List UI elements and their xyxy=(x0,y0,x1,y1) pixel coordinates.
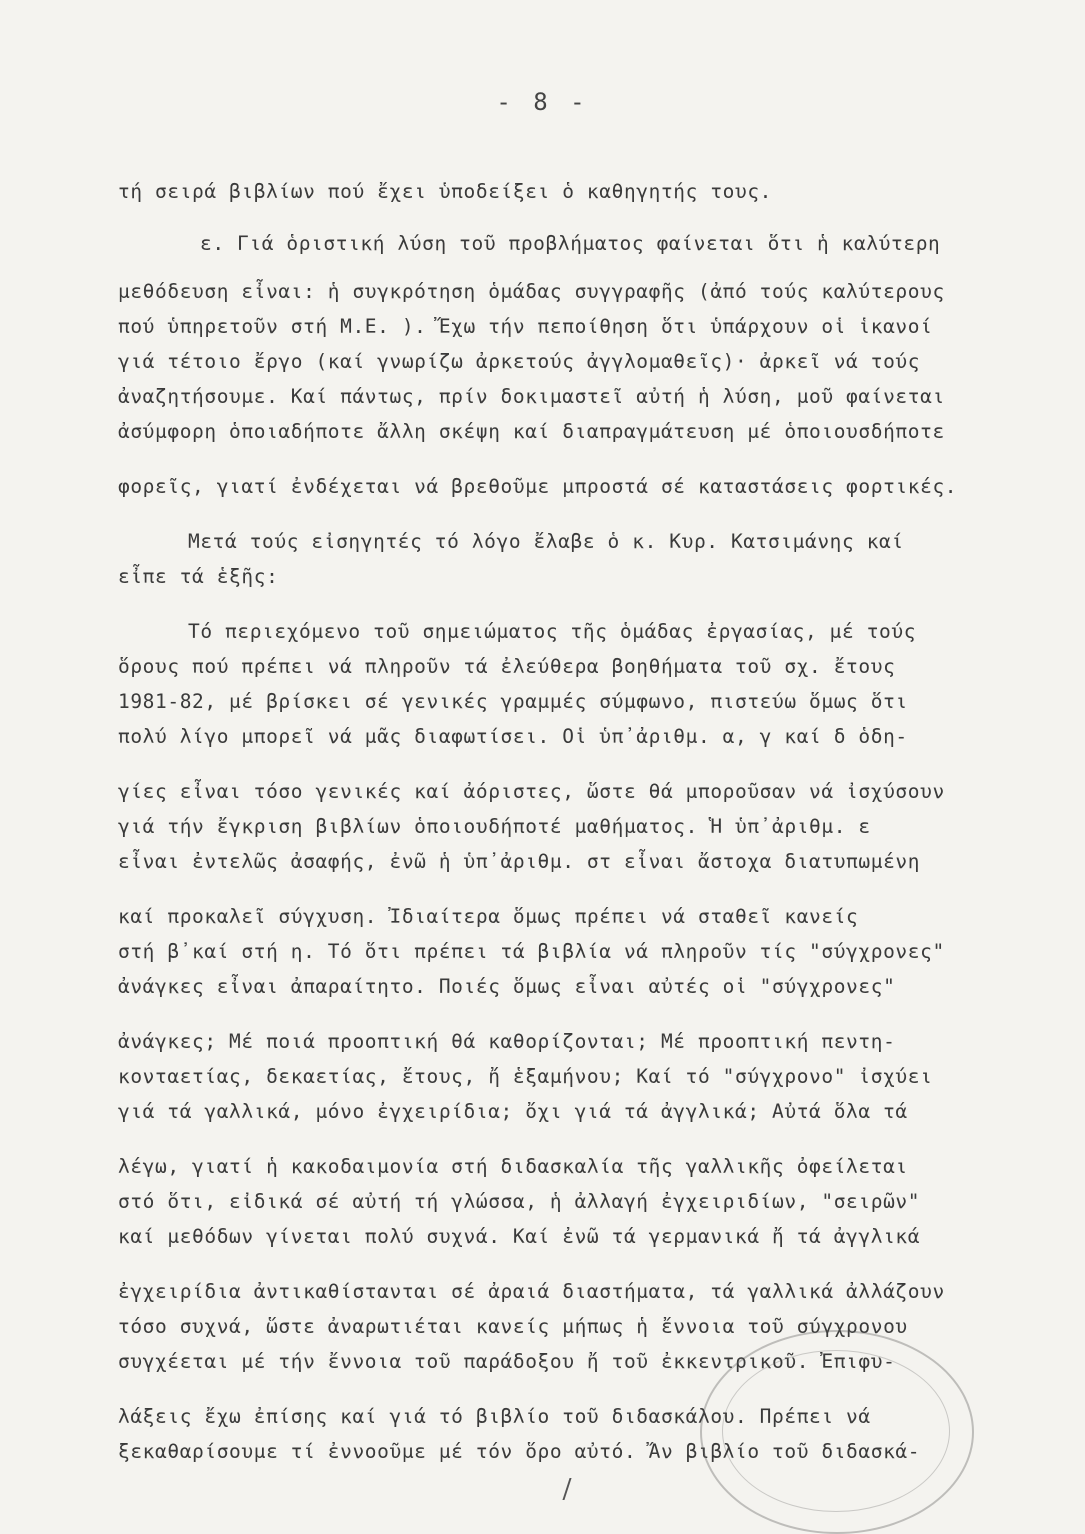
library-stamp xyxy=(700,1330,974,1534)
text-line: φορεῖς, γιατί ἐνδέχεται νά βρεθοῦμε μπροστά σέ καταστάσεις φορτικές. xyxy=(118,475,958,498)
page-number: - 8 - xyxy=(496,88,589,116)
text-line: Τό περιεχόμενο τοῦ σημειώματος τῆς ὁμάδας ἐργασίας, μέ τούς xyxy=(188,620,917,643)
text-line: ε. Γιά ὁριστική λύση τοῦ προβλήματος φαίνεται ὅτι ἡ καλύτερη xyxy=(200,232,941,255)
text-line: ὅρους πού πρέπει νά πληροῦν τά ἐλεύθερα βοηθήματα τοῦ σχ. ἔτους xyxy=(118,655,896,678)
text-line: καί μεθόδων γίνεται πολύ συχνά. Καί ἐνῶ τά γερμανικά ἤ τά ἀγγλικά xyxy=(118,1225,921,1248)
text-line: ἀναζητήσουμε. Καί πάντως, πρίν δοκιμαστεῖ αὐτή ἡ λύση, μοῦ φαίνεται xyxy=(118,385,945,408)
text-line: τόσο συχνά, ὥστε ἀναρωτιέται κανείς μήπως ἡ ἔννοια τοῦ σύγχρονου xyxy=(118,1315,908,1338)
text-line: συγχέεται μέ τήν ἔννοια τοῦ παράδοξου ἤ τοῦ ἐκκεντρικοῦ. Ἐπιφυ- xyxy=(118,1350,896,1373)
text-line: ἐγχειρίδια ἀντικαθίστανται σέ ἀραιά διαστήματα, τά γαλλικά ἀλλάζουν xyxy=(118,1280,945,1303)
text-line: μεθόδευση εἶναι: ἡ συγκρότηση ὁμάδας συγγραφῆς (ἀπό τούς καλύτερους xyxy=(118,280,945,303)
stamp-inner-ring xyxy=(722,1350,950,1512)
text-line: στή β᾽καί στή η. Τό ὅτι πρέπει τά βιβλία νά πληροῦν τίς "σύγχρονες" xyxy=(118,940,945,963)
text-line: γιά τήν ἔγκριση βιβλίων ὁποιουδήποτέ μαθήματος. Ἡ ὑπ᾽ἀριθμ. ε xyxy=(118,815,871,838)
text-line: κονταετίας, δεκαετίας, ἔτους, ἤ ἑξαμήνου; Καί τό "σύγχρονο" ἰσχύει xyxy=(118,1065,933,1088)
text-line: Μετά τούς εἰσηγητές τό λόγο ἔλαβε ὁ κ. Κυρ. Κατσιμάνης καί xyxy=(188,530,904,553)
text-line: πολύ λίγο μπορεῖ νά μᾶς διαφωτίσει. Οἱ ὑπ᾽ἀριθμ. α, γ καί δ ὁδη- xyxy=(118,725,908,748)
text-line: ἀνάγκες; Μέ ποιά προοπτική θά καθορίζονται; Μέ προοπτική πεντη- xyxy=(118,1030,896,1053)
text-line: γιά τά γαλλικά, μόνο ἐγχειρίδια; ὄχι γιά τά ἀγγλικά; Αὐτά ὅλα τά xyxy=(118,1100,908,1123)
text-line: ἀσύμφορη ὁποιαδήποτε ἄλλη σκέψη καί διαπραγμάτευση μέ ὁποιουσδήποτε xyxy=(118,420,945,443)
text-line: τή σειρά βιβλίων πού ἔχει ὑποδείξει ὁ καθηγητής τους. xyxy=(118,180,773,203)
text-line: εἶπε τά ἑξῆς: xyxy=(118,565,279,588)
text-line: λάξεις ἔχω ἐπίσης καί γιά τό βιβλίο τοῦ διδασκάλου. Πρέπει νά xyxy=(118,1405,871,1428)
text-line: καί προκαλεῖ σύγχυση. Ἰδιαίτερα ὅμως πρέπει νά σταθεῖ κανείς xyxy=(118,905,859,928)
text-line: εἶναι ἐντελῶς ἀσαφής, ἐνῶ ἡ ὑπ᾽ἀριθμ. στ εἶναι ἄστοχα διατυπωμένη xyxy=(118,850,921,873)
text-line: γιά τέτοιο ἔργο (καί γνωρίζω ἀρκετούς ἀγγλομαθεῖς)· ἀρκεῖ νά τούς xyxy=(118,350,921,373)
text-line: στό ὅτι, εἰδικά σέ αὐτή τή γλώσσα, ἡ ἀλλαγή ἐγχειριδίων, "σειρῶν" xyxy=(118,1190,921,1213)
text-line: γίες εἶναι τόσο γενικές καί ἀόριστες, ὥστε θά μποροῦσαν νά ἰσχύσουν xyxy=(118,780,945,803)
pen-mark xyxy=(562,1478,585,1500)
text-line: ξεκαθαρίσουμε τί ἐννοοῦμε μέ τόν ὅρο αὐτό. Ἄν βιβλίο τοῦ διδασκά- xyxy=(118,1440,921,1463)
text-line: πού ὑπηρετοῦν στή Μ.Ε. ). Ἔχω τήν πεποίθηση ὅτι ὑπάρχουν οἱ ἱκανοί xyxy=(118,315,933,338)
text-line: λέγω, γιατί ἡ κακοδαιμονία στή διδασκαλία τῆς γαλλικῆς ὀφείλεται xyxy=(118,1155,908,1178)
text-line: ἀνάγκες εἶναι ἀπαραίτητο. Ποιές ὅμως εἶναι αὐτές οἱ "σύγχρονες" xyxy=(118,975,896,998)
text-line: 1981-82, μέ βρίσκει σέ γενικές γραμμές σύμφωνο, πιστεύω ὅμως ὅτι xyxy=(118,690,908,713)
